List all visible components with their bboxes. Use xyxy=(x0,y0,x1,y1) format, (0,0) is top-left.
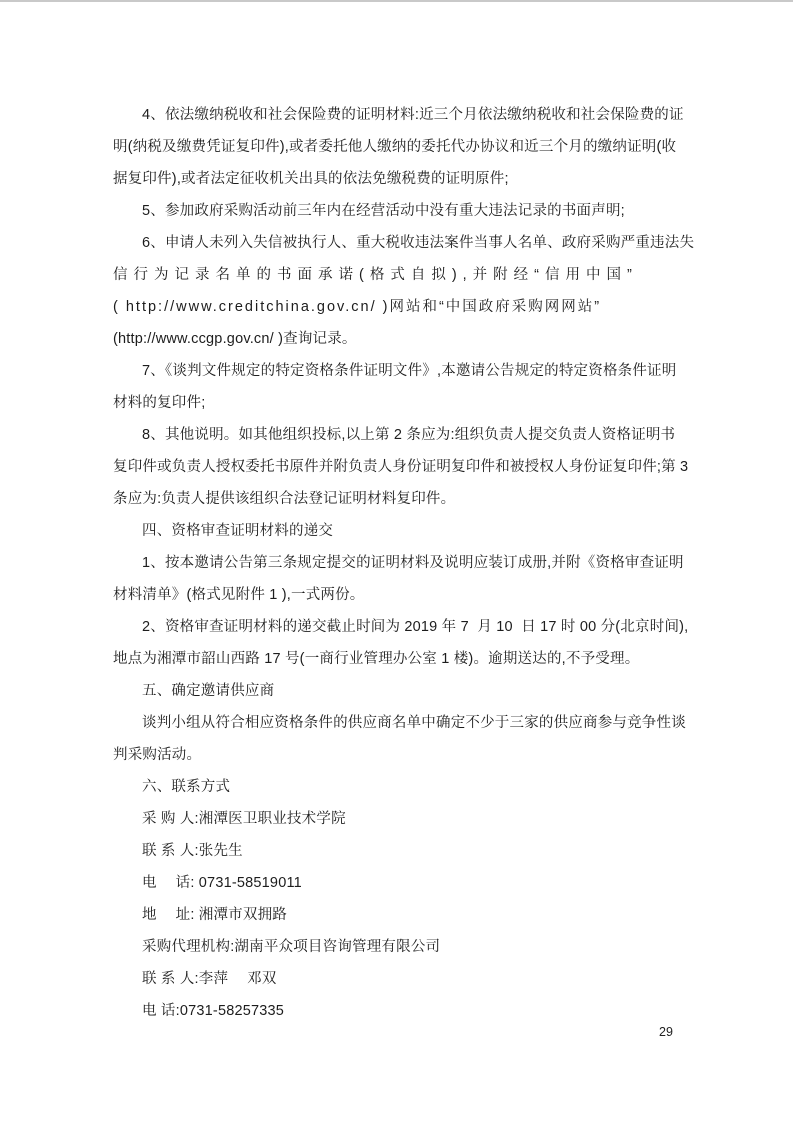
paragraph-item-6 xyxy=(113,227,695,355)
text-line: 复印件或负责人授权委托书原件并附负责人身份证明复印件和被授权人身份证复印件;第 3 xyxy=(113,459,689,475)
paragraph-submit-2 xyxy=(113,611,689,675)
agency-phone-line: 电 话:0731-58257335 xyxy=(142,1003,285,1019)
paragraph-item-5 xyxy=(113,195,680,227)
document-body xyxy=(113,99,695,1027)
contact-person-line: 联 系 人:张先生 xyxy=(142,843,243,859)
contact-section xyxy=(113,803,680,1027)
text-line: 4、依法缴纳税收和社会保险费的证明材料:近三个月依法缴纳税收和社会保险费的证 xyxy=(142,107,684,123)
text-line: 5、参加政府采购活动前三年内在经营活动中没有重大违法记录的书面声明; xyxy=(142,203,625,219)
section-heading-5 xyxy=(113,675,680,707)
ccgp-url-line: (http://www.ccgp.gov.cn/ )查询记录。 xyxy=(113,331,357,347)
paragraph-item-4 xyxy=(113,99,684,195)
agency-contact-line: 联 系 人:李萍 邓双 xyxy=(142,971,277,987)
deadline-line: 2、资格审查证明材料的递交截止时间为 2019 年 7 月 10 日 17 时 00 分(北京时间), xyxy=(142,619,689,635)
heading-line: 五、确定邀请供应商 xyxy=(142,683,275,699)
text-line: 8、其他说明。如其他组织投标,以上第 2 条应为:组织负责人提交负责人资格证明书 xyxy=(142,427,676,443)
section-heading-4 xyxy=(113,515,680,547)
paragraph-submit-1 xyxy=(113,547,684,611)
text-line: 条应为:负责人提供该组织合法登记证明材料复印件。 xyxy=(113,491,456,507)
text-line: 谈判小组从符合相应资格条件的供应商名单中确定不少于三家的供应商参与竞争性谈 xyxy=(142,715,686,731)
paragraph-item-8 xyxy=(113,419,689,515)
text-line: 明(纳税及缴费凭证复印件),或者委托他人缴纳的委托代办协议和近三个月的缴纳证明(收 xyxy=(113,139,677,155)
credit-china-url-line: ( http://www.creditchina.gov.cn/ )网站和“中国政府采购网网站” xyxy=(113,299,602,315)
address-line: 地 址: 湘潭市双拥路 xyxy=(142,907,287,923)
address-line: 地点为湘潭市韶山西路 17 号(一商行业管理办公室 1 楼)。逾期送达的,不予受理。 xyxy=(113,651,640,667)
heading-line: 六、联系方式 xyxy=(142,779,231,795)
text-line: 1、按本邀请公告第三条规定提交的证明材料及说明应装订成册,并附《资格审查证明 xyxy=(142,555,684,571)
page-number: 29 xyxy=(659,1025,673,1039)
text-line: 6、申请人未列入失信被执行人、重大税收违法案件当事人名单、政府采购严重违法失 xyxy=(142,235,695,251)
text-line: 材料的复印件; xyxy=(113,395,206,411)
phone-line: 电 话: 0731-58519011 xyxy=(142,875,302,891)
text-line: 材料清单》(格式见附件 1 ),一式两份。 xyxy=(113,587,365,603)
paragraph-supplier-determination xyxy=(113,707,686,771)
text-line: 信行为记录名单的书面承诺(格式自拟),并附经“信用中国” xyxy=(113,267,638,283)
text-line: 7、《谈判文件规定的特定资格条件证明文件》,本邀请公告规定的特定资格条件证明 xyxy=(142,363,677,379)
purchaser-line: 采 购 人:湘潭医卫职业技术学院 xyxy=(142,811,346,827)
text-line: 据复印件),或者法定征收机关出具的依法免缴税费的证明原件; xyxy=(113,171,509,187)
heading-line: 四、资格审查证明材料的递交 xyxy=(142,523,334,539)
section-heading-6 xyxy=(113,771,680,803)
paragraph-item-7 xyxy=(113,355,680,419)
text-line: 判采购活动。 xyxy=(113,747,202,763)
agency-line: 采购代理机构:湖南平众项目咨询管理有限公司 xyxy=(142,939,441,955)
